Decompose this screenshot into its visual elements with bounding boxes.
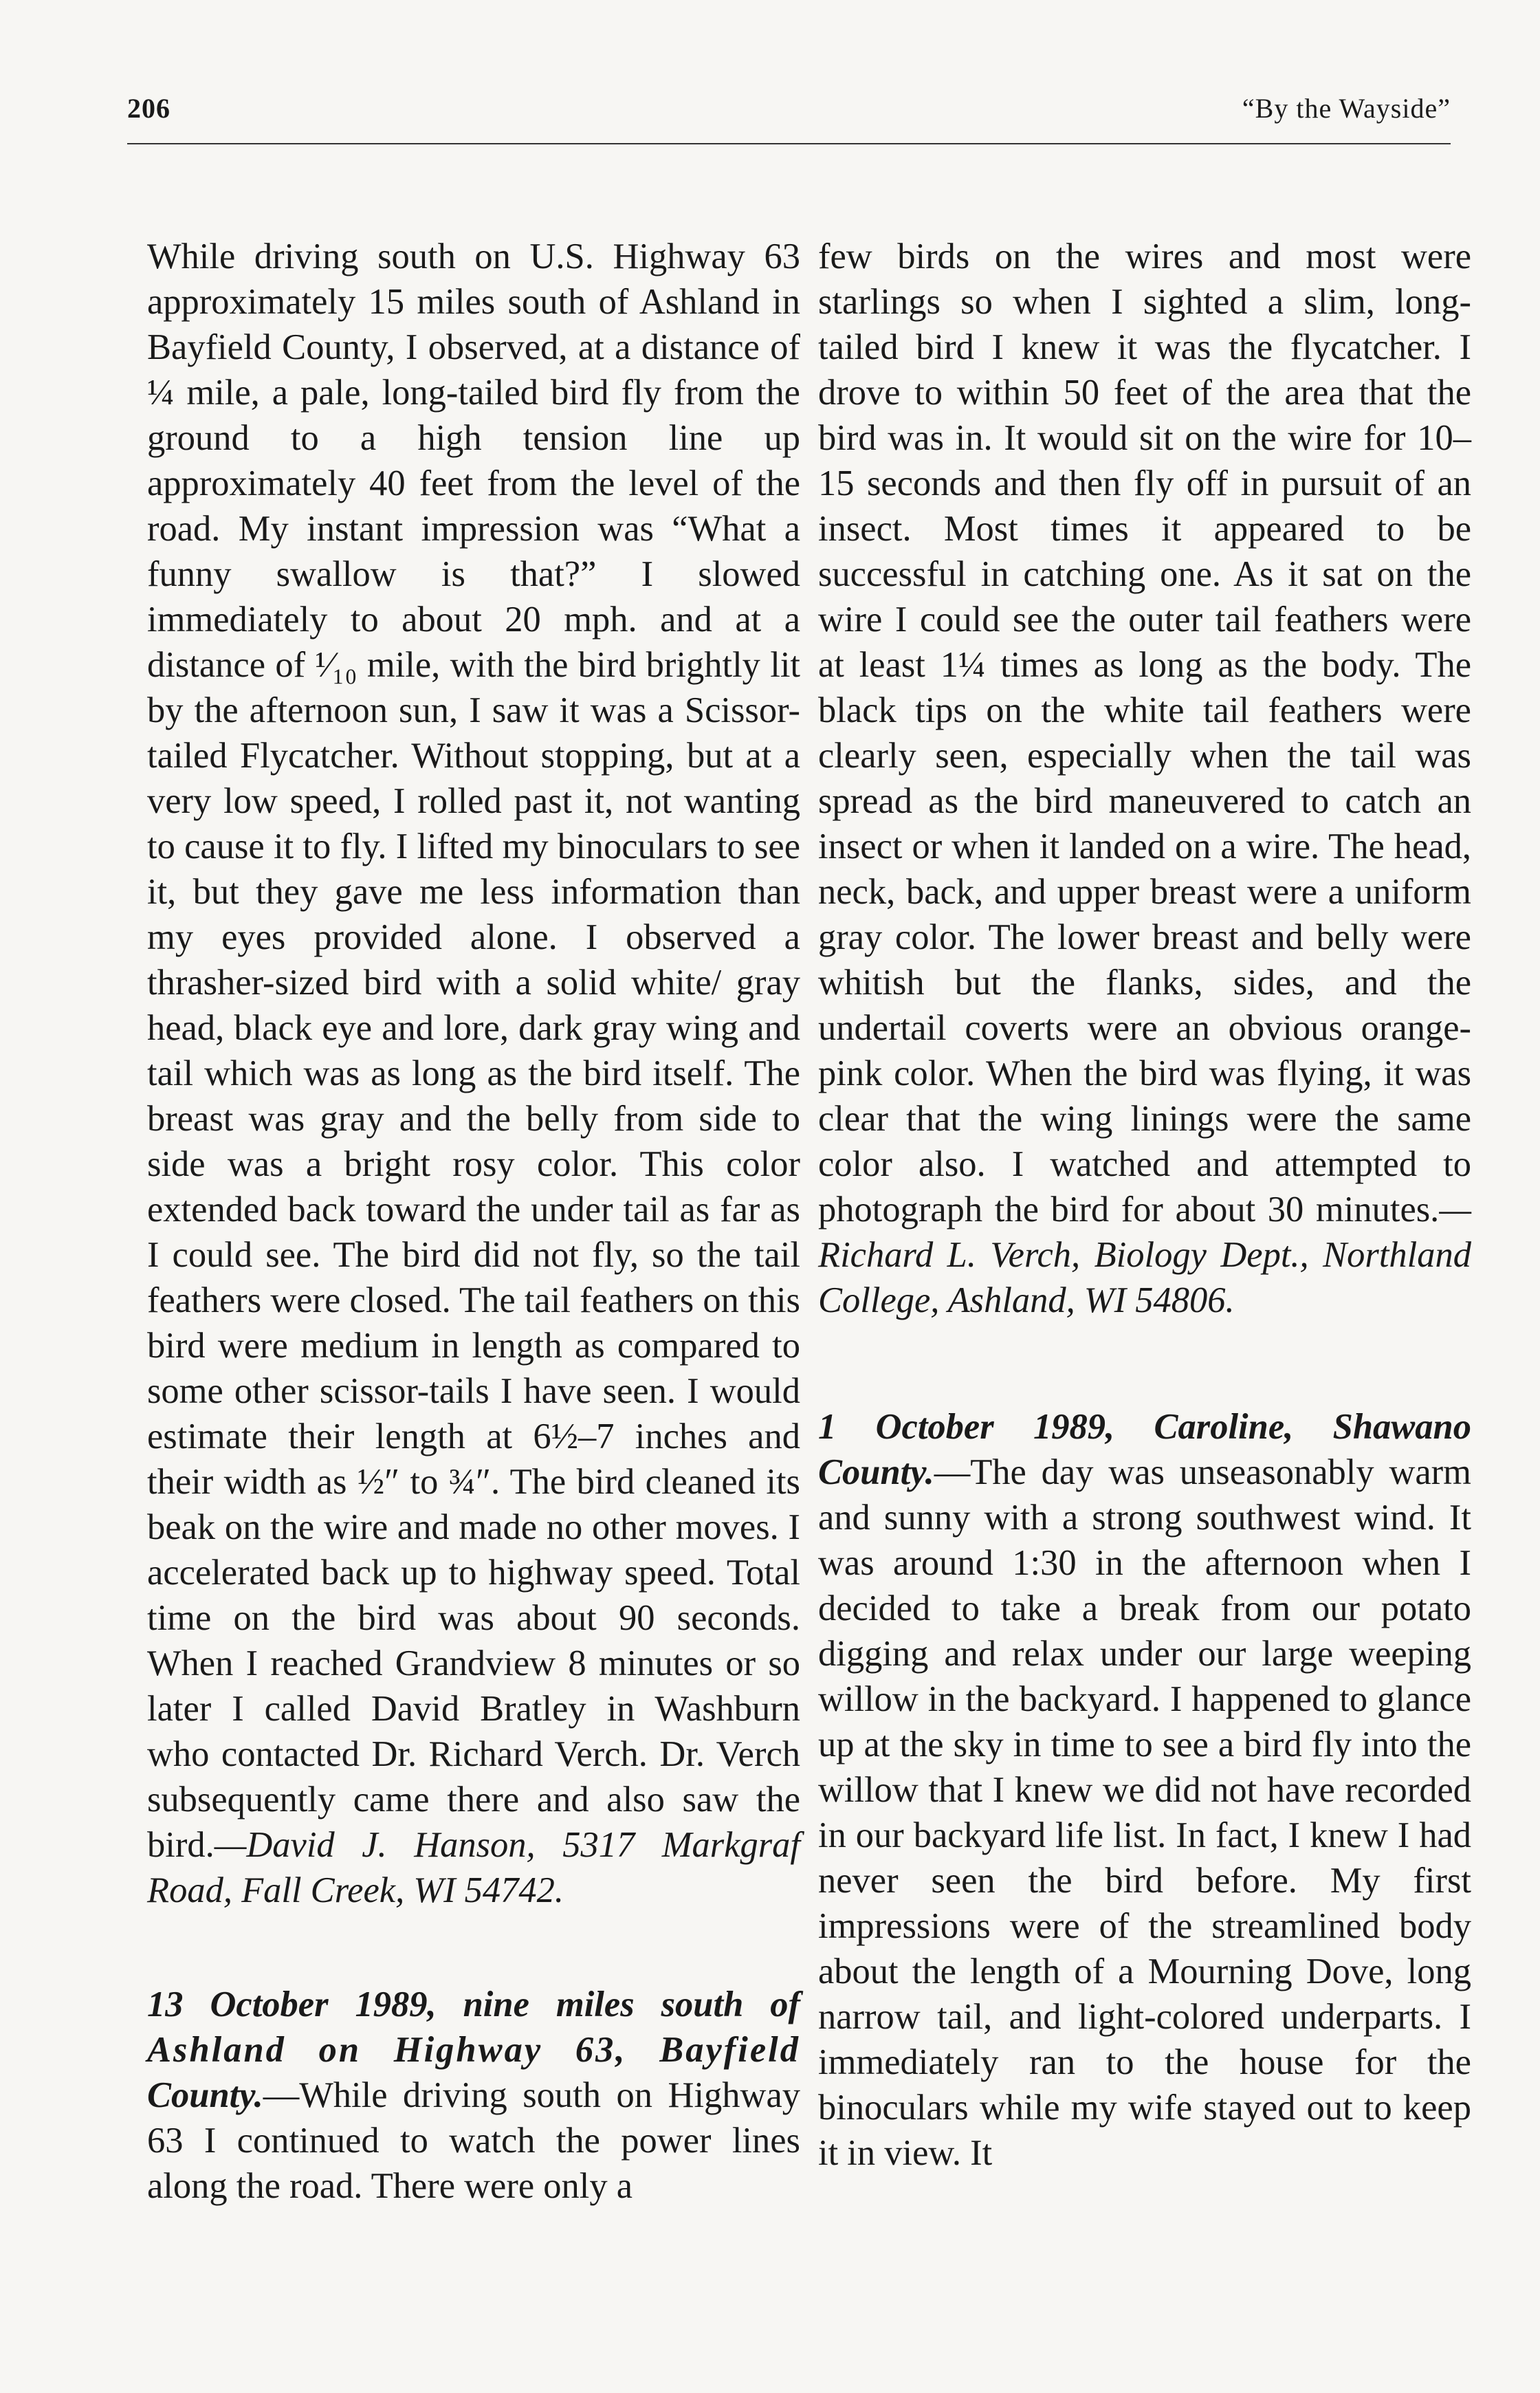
report-body: few birds on the wires and most were starlings so when I sighted a slim, long-tailed bird I knew it was the flycatcher. I drove to within 50 feet of the area that the bird was in. It would sit on the wire for 10–15 seconds and then fly off in pursuit of an insect. Most times it appeared to be successful in catching one. As it sat on the wire I could see the outer tail feathers were at least 1¼ times as long as the body. The black tips on the white tail feathers were clearly seen, especially when the tail was spread as the bird maneuvered to catch an insect or when it landed on a wire. The head, neck, back, and upper breast were a uniform gray color. The lower breast and belly were whitish but the flanks, sides, and the undertail coverts were an obvious orange-pink color. When the bird was flying, it was clear that the wing linings were the same color also. I watched and attempted to photograph the bird for about 30 minutes. — [818, 237, 1471, 1230]
report-paragraph — [147, 234, 800, 1913]
report-body: —The day was unseasonably warm and sunny with a strong southwest wind. It was around 1:30 in the afternoon when I decided to take a break from our potato digging and relax under our large weeping willow in the backyard. I happened to glance up at the sky in time to see a bird fly into the willow that I knew we did not have recorded in our backyard life list. In fact, I knew I had never seen the bird before. My first impressions were of the streamlined body about the length of a Mourning Dove, long narrow tail, and light-colored underparts. I immediately ran to the house for the binoculars while my wife stayed out to keep it in view. It — [818, 1452, 1471, 2173]
report-body: —While driving south on Highway 63 I continued to watch the power lines along the road. There were only a — [147, 2075, 800, 2206]
report-paragraph — [147, 1982, 800, 2209]
running-head: “By the Wayside” — [1242, 93, 1451, 124]
page-number: 206 — [127, 93, 170, 124]
entry-heading: 1 October 1989, Caroline, Shawano County. — [818, 1407, 1471, 1492]
paragraph-gap — [818, 1323, 1471, 1404]
report-body: While driving south on U.S. Highway 63 approximately 15 miles south of Ashland in Bayfield County, I observed, at a distance of ¼ mile, a pale, long-tailed bird fly from the ground to a high tension line up approximately 40 feet from the level of the road. My instant impression was “What a funny swallow is that?” I slowed immediately to about 20 mph. and at a distance of ¹⁄₁₀ mile, with the bird brightly lit by the afternoon sun, I saw it was a Scissor-tailed Flycatcher. Without stopping, but at a very low speed, I rolled past it, not wanting to cause it to fly. I lifted my binoculars to see it, but they gave me less information than my eyes provided alone. I observed a thrasher-sized bird with a solid white/ gray head, black eye and lore, dark gray wing and tail which was as long as the bird itself. The breast was gray and the belly from side to side was a bright rosy color. This color extended back toward the under tail as far as I could see. The bird did not fly, so the tail feathers were closed. The tail feathers on this bird were medium in length as compared to some other scissor-tails I have seen. I would estimate their length at 6½–7 inches and their width as ½″ to ¾″. The bird cleaned its beak on the wire and made no other moves. I accelerated back up to highway speed. Total time on the bird was about 90 seconds. When I reached Grandview 8 minutes or so later I called David Bratley in Washburn who contacted Dr. Richard Verch. Dr. Verch subsequently came there and also saw the bird. — [147, 237, 800, 1865]
entry-heading: Ashland on Highway 63, Bayfield — [147, 2030, 800, 2070]
paragraph-gap — [147, 1913, 800, 1982]
report-paragraph — [818, 234, 1471, 1323]
entry-heading: County. — [147, 2075, 263, 2115]
right-column — [818, 234, 1471, 2176]
observer-signature: —David J. Hanson, 5317 Markgraf Road, Fall Creek, WI 54742. — [147, 1825, 800, 1910]
observer-signature: —Richard L. Verch, Biology Dept., Northland College, Ashland, WI 54806. — [818, 1190, 1471, 1320]
report-paragraph — [818, 1404, 1471, 2176]
page-header — [127, 88, 1451, 144]
left-column — [147, 234, 800, 2209]
entry-heading: 13 October 1989, nine miles south of — [147, 1985, 800, 2024]
